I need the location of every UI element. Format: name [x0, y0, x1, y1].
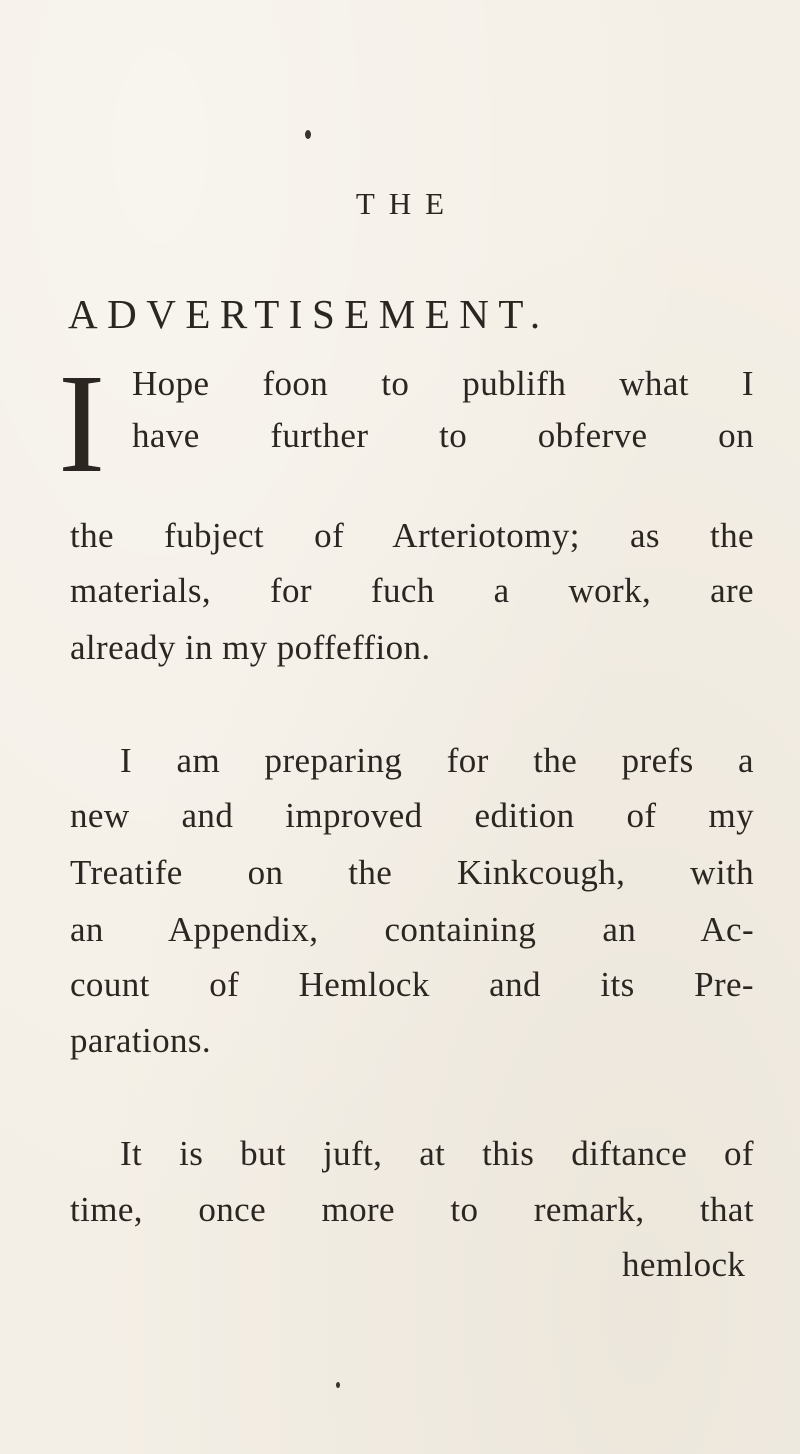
ink-speck: [305, 130, 311, 139]
paragraph-1-line-1: Hope foon to publifh what I: [132, 364, 754, 403]
paragraph-2-line-1: I am preparing for the prefs a: [120, 741, 754, 780]
paragraph-1-line-2: have further to obferve on: [132, 416, 754, 455]
paragraph-3-line-1: It is but juft, at this diftance of: [120, 1134, 754, 1173]
catchword: hemlock: [622, 1245, 746, 1284]
ink-speck: [336, 1382, 340, 1388]
paragraph-2-line-4: an Appendix, containing an Ac-: [70, 910, 754, 949]
heading-the: THE: [355, 186, 459, 221]
paragraph-1-line-3: the fubject of Arteriotomy; as the: [70, 516, 754, 555]
paragraph-1-line-5: already in my poffeffion.: [70, 628, 431, 667]
paragraph-1-line-4: materials, for fuch a work, are: [70, 571, 754, 610]
paragraph-2-line-6: parations.: [70, 1021, 212, 1060]
paragraph-2-line-3: Treatife on the Kinkcough, with: [70, 853, 754, 892]
drop-cap: I: [58, 344, 106, 502]
heading-advertisement: ADVERTISEMENT.: [68, 291, 550, 337]
paragraph-2-line-5: count of Hemlock and its Pre-: [70, 965, 754, 1004]
paragraph-2-line-2: new and improved edition of my: [70, 796, 754, 835]
paragraph-3-line-2: time, once more to remark, that: [70, 1190, 754, 1229]
